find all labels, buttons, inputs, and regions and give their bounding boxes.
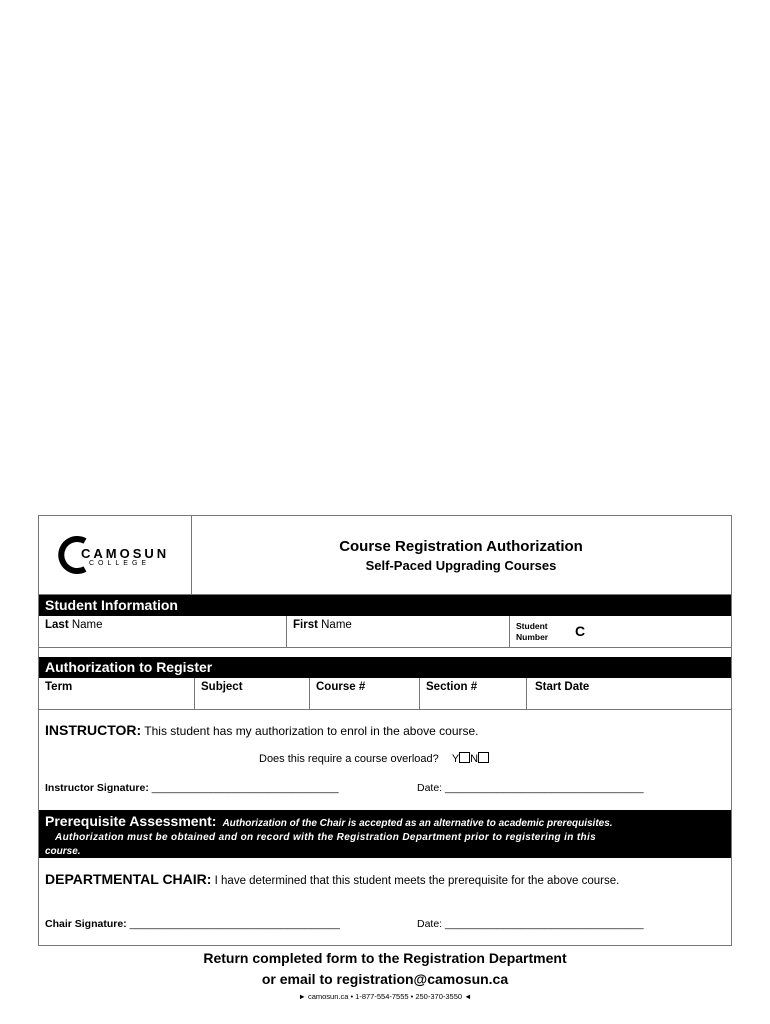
instructor-signature-field[interactable] bbox=[45, 782, 339, 794]
chair-statement bbox=[45, 871, 619, 887]
student-number-label-1: Student bbox=[516, 621, 548, 631]
chair-signature-field[interactable] bbox=[45, 918, 340, 930]
subject-field[interactable]: Subject bbox=[201, 681, 243, 693]
first-name-field[interactable] bbox=[287, 616, 509, 647]
instructor-text: This student has my authorization to enrol in the above course. bbox=[141, 724, 479, 738]
overload-no-checkbox[interactable] bbox=[478, 752, 489, 763]
form-header bbox=[39, 516, 731, 595]
course-number-field[interactable]: Course # bbox=[316, 681, 366, 693]
chair-signature-label: Chair Signature: bbox=[45, 918, 130, 930]
last-name-label-bold: Last bbox=[45, 619, 69, 631]
section-number-field[interactable]: Section # bbox=[426, 681, 478, 693]
term-field[interactable]: Term bbox=[45, 681, 73, 693]
student-number-field[interactable] bbox=[510, 616, 731, 647]
student-number-label-2: Number bbox=[516, 632, 549, 642]
chair-signature-line: ____________________________________ bbox=[129, 918, 340, 930]
page-subtitle: Self-Paced Upgrading Courses bbox=[365, 558, 557, 573]
prereq-line-3: course. bbox=[45, 846, 81, 857]
instructor-signature-label: Instructor Signature: bbox=[45, 782, 152, 794]
chair-label: DEPARTMENTAL CHAIR: bbox=[45, 871, 212, 887]
chair-date-field[interactable] bbox=[417, 918, 644, 930]
overload-yes-label: Y bbox=[451, 753, 460, 765]
instructor-date-field[interactable] bbox=[417, 782, 644, 794]
footer-line-2: or email to registration@camosun.ca bbox=[261, 971, 509, 987]
first-name-label-bold: First bbox=[293, 619, 318, 631]
prereq-title: Prerequisite Assessment: bbox=[45, 813, 217, 829]
overload-no-label: N bbox=[470, 753, 479, 765]
auth-heading: Authorization to Register bbox=[39, 657, 731, 678]
instructor-date-label: Date: bbox=[417, 782, 446, 794]
chair-date-line: __________________________________ bbox=[445, 918, 644, 930]
last-name-field[interactable] bbox=[39, 616, 286, 647]
student-info-row bbox=[39, 616, 731, 648]
page-title: Course Registration Authorization bbox=[339, 538, 583, 555]
footer-line-1: Return completed form to the Registration Department bbox=[203, 950, 567, 966]
instructor-date-line: __________________________________ bbox=[445, 782, 644, 794]
prereq-line-2: Authorization must be obtained and on record with the Registration Department prior to registering in this bbox=[55, 832, 597, 843]
overload-yes-checkbox[interactable] bbox=[459, 752, 470, 763]
instructor-statement bbox=[45, 722, 479, 738]
chair-text: I have determined that this student meets the prerequisite for the above course. bbox=[211, 875, 620, 887]
first-name-label: Name bbox=[317, 619, 352, 631]
footer-contact: ► camosun.ca • 1-877-554-7555 • 250-370-3550 ◄ bbox=[298, 992, 472, 1001]
instructor-label: INSTRUCTOR: bbox=[45, 722, 142, 738]
logo-sub: COLLEGE bbox=[89, 560, 151, 567]
last-name-label: Name bbox=[68, 619, 103, 631]
instructor-signature-line: ________________________________ bbox=[151, 782, 339, 794]
student-info-heading: Student Information bbox=[39, 595, 731, 616]
student-number-prefix: C bbox=[575, 623, 586, 639]
prereq-box bbox=[39, 810, 731, 858]
overload-question-text: Does this require a course overload? bbox=[259, 753, 439, 765]
overload-question bbox=[259, 752, 489, 765]
logo-name: CAMOSUN bbox=[81, 546, 170, 561]
prereq-line-1: Authorization of the Chair is accepted as an alternative to academic prerequisites. bbox=[222, 818, 613, 829]
chair-date-label: Date: bbox=[417, 918, 446, 930]
registration-form bbox=[38, 515, 732, 946]
logo bbox=[39, 516, 192, 594]
start-date-field[interactable]: Start Date bbox=[535, 681, 590, 693]
auth-row bbox=[39, 678, 731, 710]
